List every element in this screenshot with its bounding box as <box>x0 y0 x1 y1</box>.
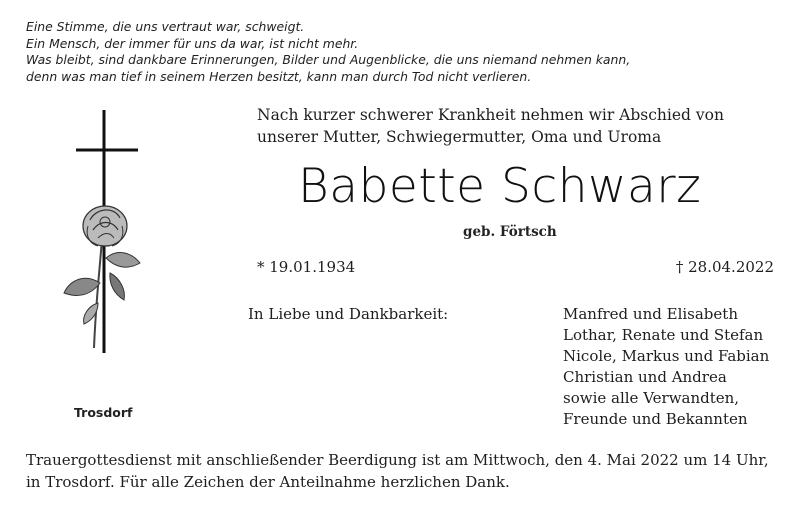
mourners-list <box>563 304 793 430</box>
service-line: in Trosdorf. Für alle Zeichen der Anteilnahme herzlichen Dank. <box>26 473 510 491</box>
birth-date: * 19.01.1934 <box>257 258 356 276</box>
intro-line: Nach kurzer schwerer Krankheit nehmen wir Abschied von <box>257 106 724 124</box>
mourner-line: Christian und Andrea <box>563 368 727 386</box>
deceased-name: Babette Schwarz <box>298 159 702 214</box>
mourner-line: Lothar, Renate und Stefan <box>563 326 764 344</box>
cross-with-rose-icon <box>60 108 160 388</box>
mourner-line: Freunde und Bekannten <box>563 410 748 428</box>
mourner-line: sowie alle Verwandten, <box>563 389 740 407</box>
place-name: Trosdorf <box>74 405 133 420</box>
thanks-label: In Liebe und Dankbarkeit: <box>248 305 449 323</box>
intro-text <box>257 104 757 148</box>
service-line: Trauergottesdienst mit anschließender Beerdigung ist am Mittwoch, den 4. Mai 2022 um 14 Uhr, <box>26 451 769 469</box>
poem-line: Eine Stimme, die uns vertraut war, schweigt. <box>26 19 305 34</box>
poem-line: Was bleibt, sind dankbare Erinnerungen, Bilder und Augenblicke, die uns niemand nehmen kann, <box>26 52 631 68</box>
death-date: † 28.04.2022 <box>675 258 774 276</box>
service-info <box>26 449 786 493</box>
mourner-line: Manfred und Elisabeth <box>563 305 738 323</box>
poem-line: denn was man tief in seinem Herzen besitzt, kann man durch Tod nicht verlieren. <box>26 68 532 84</box>
birth-name: geb. Förtsch <box>463 224 557 240</box>
mourner-line: Nicole, Markus und Fabian <box>563 347 770 365</box>
intro-line: unserer Mutter, Schwiegermutter, Oma und Uroma <box>257 128 662 146</box>
memorial-poem <box>26 19 726 85</box>
poem-line: Ein Mensch, der immer für uns da war, ist nicht mehr. <box>26 35 359 51</box>
